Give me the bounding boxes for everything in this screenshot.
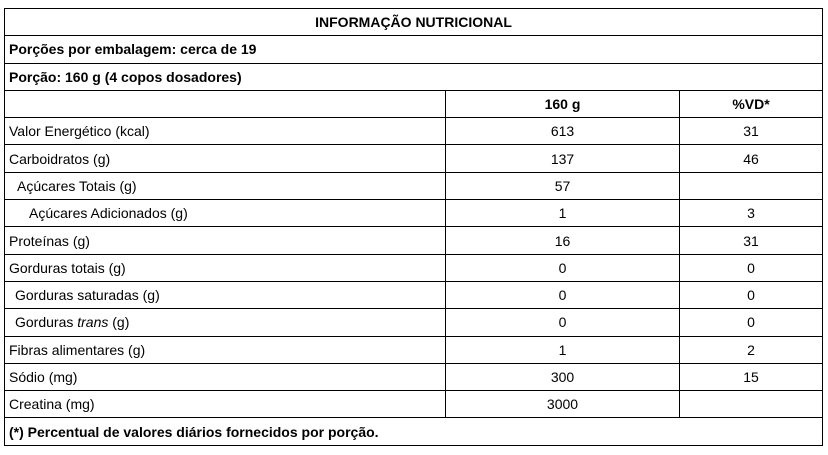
table-row xyxy=(5,118,823,145)
table-row xyxy=(5,281,823,308)
nutrient-amount: 300 xyxy=(446,363,680,390)
nutrient-label: Açúcares Totais (g) xyxy=(5,172,446,199)
nutrient-vd: 0 xyxy=(680,254,823,281)
nutrient-amount: 0 xyxy=(446,254,680,281)
nutrition-table xyxy=(4,8,823,446)
nutrition-facts-panel xyxy=(4,8,822,446)
nutrient-vd: 2 xyxy=(680,336,823,363)
servings-row xyxy=(5,36,823,63)
nutrient-vd xyxy=(680,391,823,418)
header-vd: %VD* xyxy=(680,90,823,117)
label-suffix: (g) xyxy=(108,314,130,331)
nutrient-amount: 57 xyxy=(446,172,680,199)
nutrient-amount: 1 xyxy=(446,336,680,363)
table-row xyxy=(5,336,823,363)
nutrient-amount: 3000 xyxy=(446,391,680,418)
header-nutrient xyxy=(5,90,446,117)
table-row xyxy=(5,200,823,227)
nutrient-label: Gorduras totais (g) xyxy=(5,254,446,281)
header-amount: 160 g xyxy=(446,90,680,117)
nutrient-label: Creatina (mg) xyxy=(5,391,446,418)
table-row xyxy=(5,254,823,281)
nutrient-vd: 31 xyxy=(680,118,823,145)
nutrient-label: Sódio (mg) xyxy=(5,363,446,390)
nutrient-amount: 0 xyxy=(446,281,680,308)
nutrient-amount: 1 xyxy=(446,200,680,227)
table-row xyxy=(5,145,823,172)
nutrient-label: Proteínas (g) xyxy=(5,227,446,254)
label-prefix: Gorduras xyxy=(15,314,78,331)
nutrient-amount: 137 xyxy=(446,145,680,172)
nutrient-vd: 0 xyxy=(680,309,823,336)
column-header-row xyxy=(5,90,823,117)
serving-size-row xyxy=(5,63,823,90)
nutrient-vd: 3 xyxy=(680,200,823,227)
table-row xyxy=(5,172,823,199)
nutrient-label xyxy=(5,309,446,336)
table-title: INFORMAÇÃO NUTRICIONAL xyxy=(5,9,823,36)
serving-size: Porção: 160 g (4 copos dosadores) xyxy=(5,63,823,90)
nutrient-vd: 15 xyxy=(680,363,823,390)
table-row xyxy=(5,363,823,390)
label-italic: trans xyxy=(77,314,109,331)
nutrient-label: Carboidratos (g) xyxy=(5,145,446,172)
nutrient-label: Gorduras saturadas (g) xyxy=(5,281,446,308)
nutrient-amount: 16 xyxy=(446,227,680,254)
table-row xyxy=(5,391,823,418)
nutrient-label: Valor Energético (kcal) xyxy=(5,118,446,145)
nutrient-vd xyxy=(680,172,823,199)
servings-per-package: Porções por embalagem: cerca de 19 xyxy=(5,36,823,63)
nutrient-vd: 0 xyxy=(680,281,823,308)
nutrient-label: Fibras alimentares (g) xyxy=(5,336,446,363)
table-row xyxy=(5,227,823,254)
title-row xyxy=(5,9,823,36)
nutrient-label: Açúcares Adicionados (g) xyxy=(5,200,446,227)
footnote: (*) Percentual de valores diários fornecidos por porção. xyxy=(5,418,823,445)
nutrient-vd: 46 xyxy=(680,145,823,172)
nutrient-vd: 31 xyxy=(680,227,823,254)
footnote-row xyxy=(5,418,823,445)
nutrient-amount: 613 xyxy=(446,118,680,145)
nutrient-amount: 0 xyxy=(446,309,680,336)
table-row xyxy=(5,309,823,336)
